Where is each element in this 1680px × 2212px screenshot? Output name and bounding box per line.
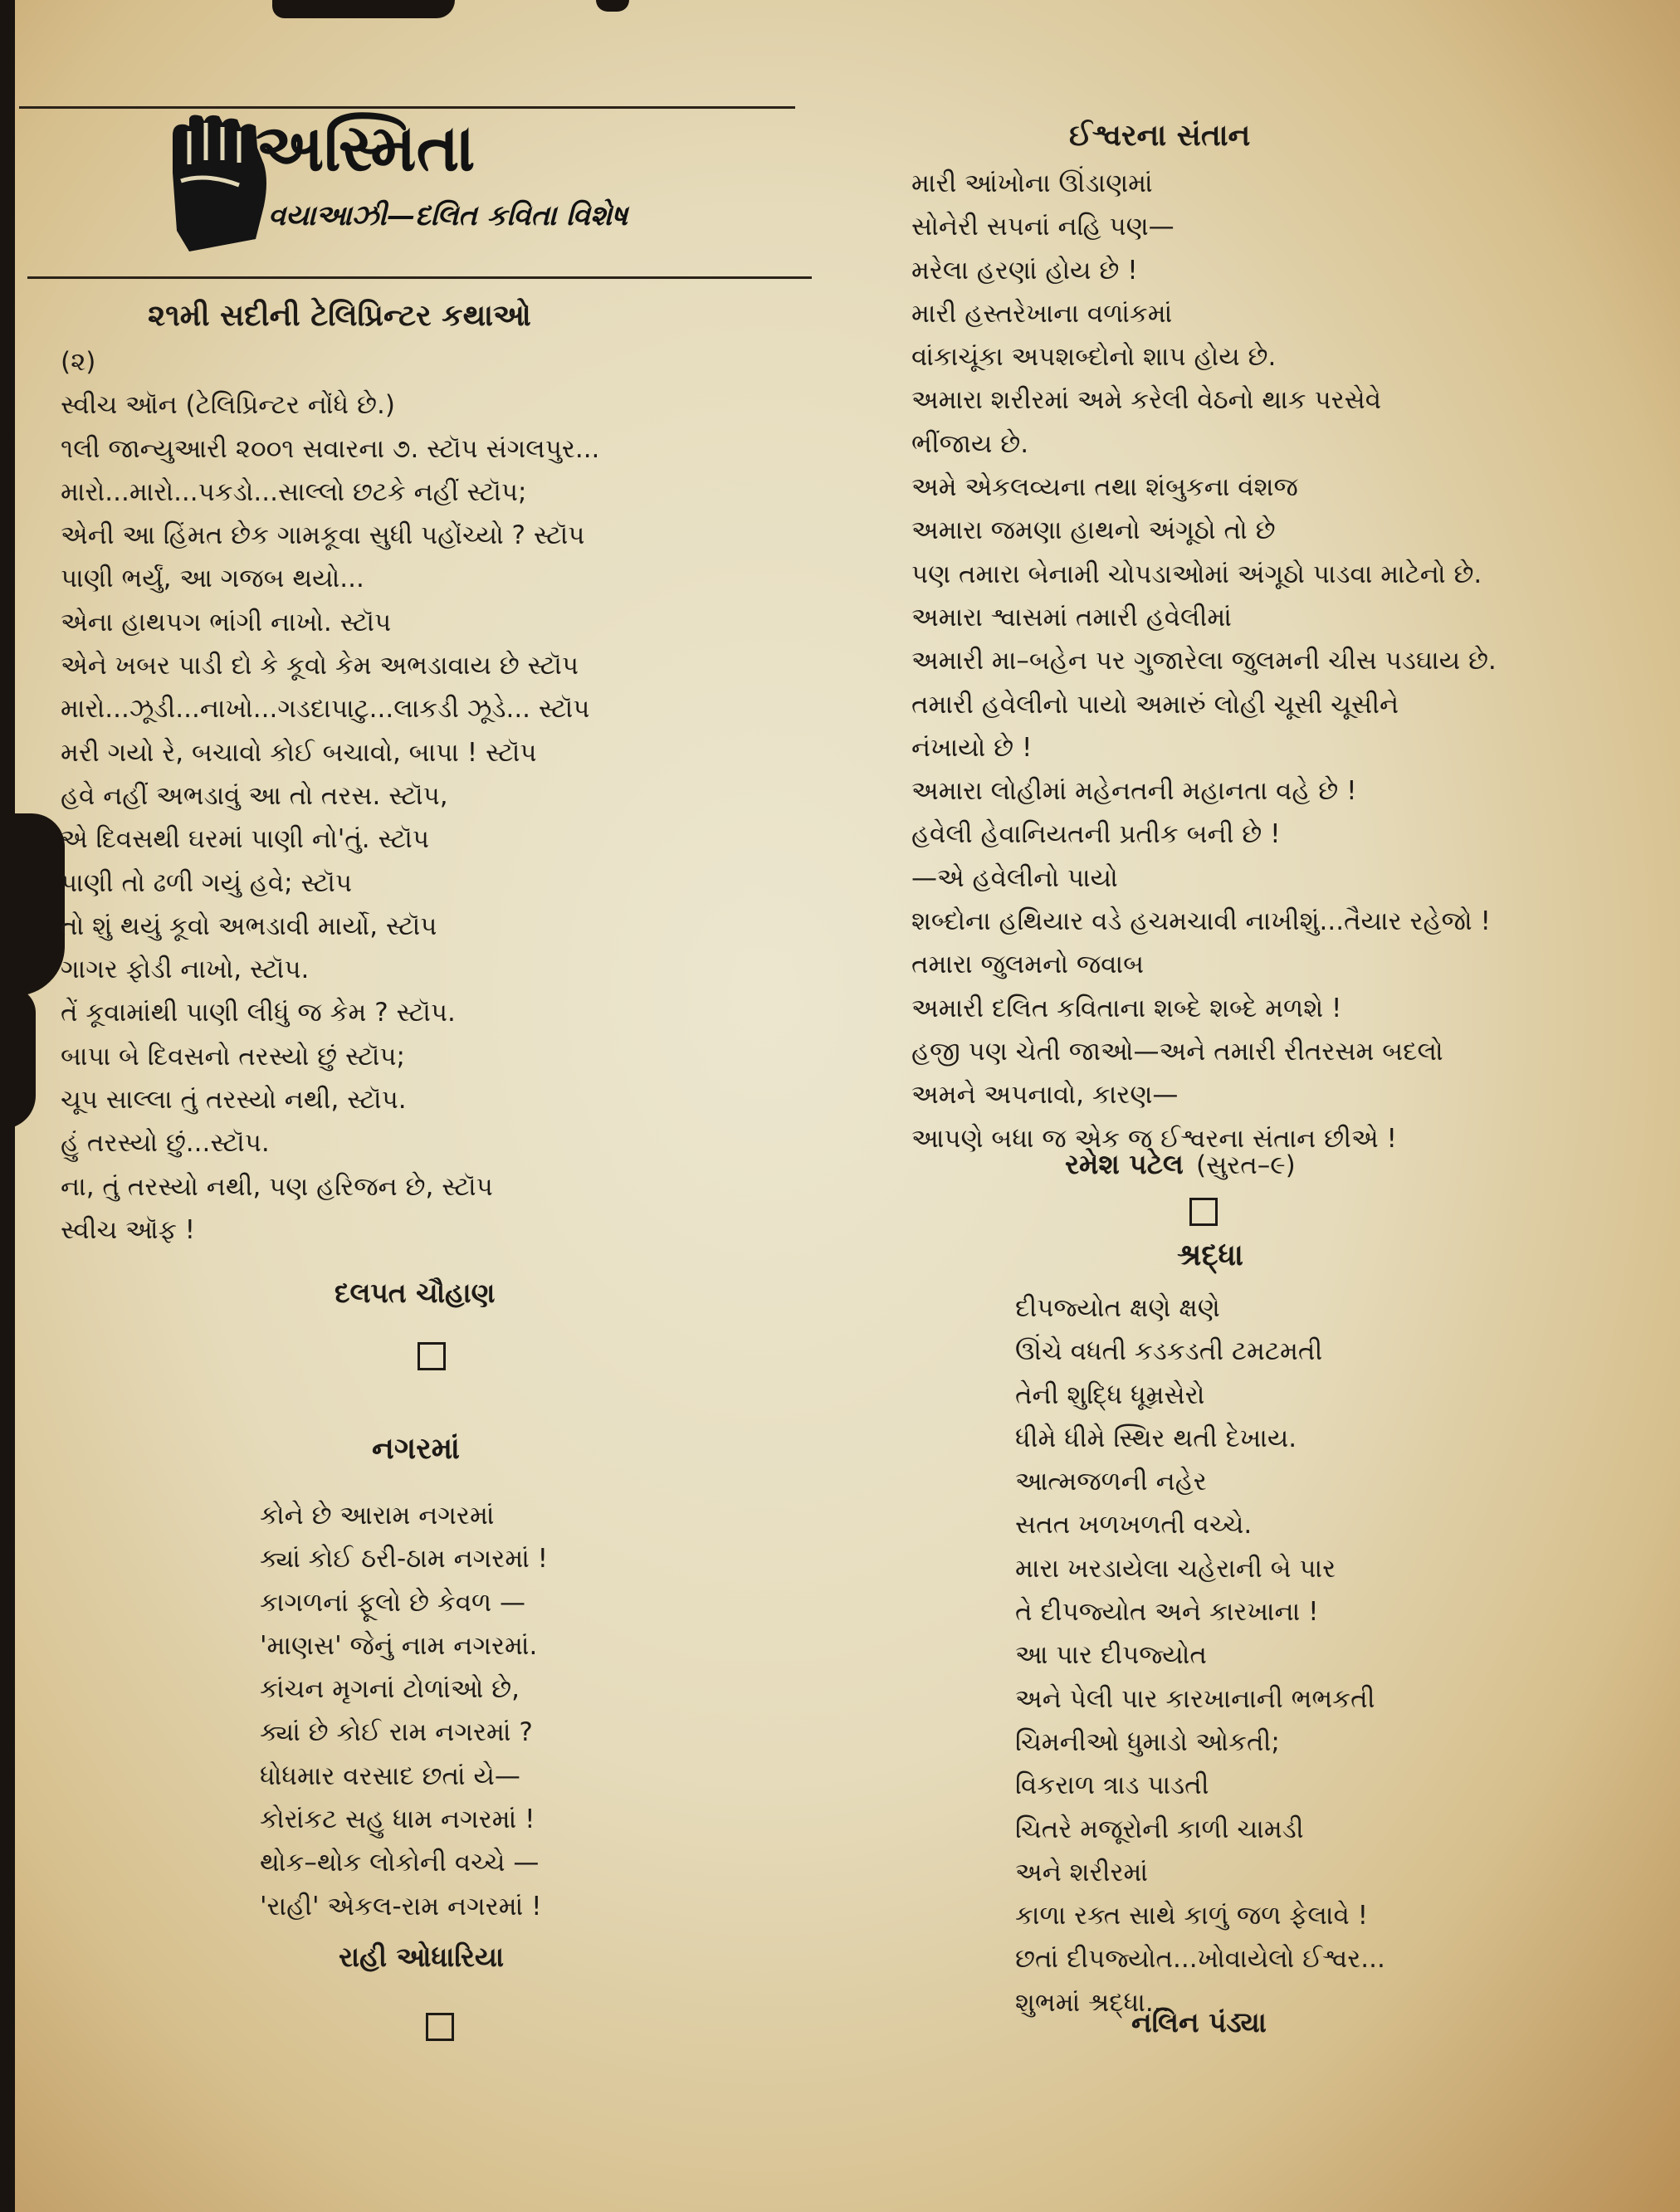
poem1-line: તો શું થયું કૂવો અભડાવી માર્યો, સ્ટૉપ — [61, 911, 437, 941]
poem2-body — [260, 1494, 548, 1928]
poem4-line: તેની શુદ્ધિ ધૂમ્રસેરો — [1015, 1379, 1205, 1410]
poem3-line: સોનેરી સપનાં નહિ પણ— — [911, 212, 1175, 242]
poem1-line: એ દિવસથી ઘરમાં પાણી નો'તું. સ્ટૉપ — [61, 824, 430, 855]
poem4-line: ચિમનીઓ ધુમાડો ઓકતી; — [1015, 1726, 1280, 1757]
torn-edge-top — [272, 0, 455, 18]
poem2-line: ક્યાં છે કોઈ રામ નગરમાં ? — [260, 1717, 533, 1748]
masthead-logo — [156, 106, 704, 264]
poem3-line: હવેલી હેવાનિયતની પ્રતીક બની છે ! — [911, 819, 1281, 850]
poem3-title: ઈશ્વરના સંતાન — [1069, 119, 1251, 153]
torn-edge-left — [15, 813, 65, 996]
poem4-line: મારા ખરડાયેલા ચહેરાની બે પાર — [1015, 1553, 1336, 1584]
section-divider-box — [418, 1342, 446, 1370]
poem4-line: અને શરીરમાં — [1015, 1857, 1148, 1887]
masthead-subtitle: વયાઆઝી—દલિત કવિતા વિશેષ — [268, 199, 628, 232]
poem3-body — [911, 162, 1497, 1160]
poem3-line: તમારા જુલમનો જવાબ — [911, 950, 1144, 980]
poem2-line: કોરાંકટ સહુ ધામ નગરમાં ! — [260, 1804, 535, 1835]
masthead-bottom-rule — [27, 276, 812, 279]
poem3-line: મારી આંખોના ઊંડાણમાં — [911, 168, 1153, 198]
poem3-line: હજી પણ ચેતી જાઓ—અને તમારી રીતરસમ બદલો — [911, 1036, 1443, 1067]
section-divider-box — [1189, 1198, 1218, 1226]
poem4-line: અને પેલી પાર કારખાનાની ભભકતી — [1015, 1683, 1375, 1714]
poem1-line: ના, તું તરસ્યો નથી, પણ હરિજન છે, સ્ટૉપ — [61, 1171, 493, 1202]
poem4-line: સતત ખળખળતી વચ્ચે. — [1015, 1510, 1253, 1541]
poem3-line: પણ તમારા બેનામી ચોપડાઓમાં અંગૂઠો પાડવા માટેનો છે. — [911, 559, 1482, 589]
poem1-line: સ્વીચ ઑન (ટેલિપ્રિન્ટર નોંધે છે.) — [61, 390, 395, 421]
poem1-title: ૨૧મી સદીની ટેલિપ્રિન્ટર કથાઓ — [148, 299, 531, 333]
poem4-line: વિકરાળ ત્રાડ પાડતી — [1015, 1770, 1209, 1801]
poem4-line: ઊંચે વધતી કડકડતી ટમટમતી — [1015, 1336, 1323, 1367]
poem3-line: નંખાયો છે ! — [911, 732, 1033, 763]
poem1-line: એને ખબર પાડી દો કે કૂવો કેમ અભડાવાય છે સ્ટૉપ — [61, 651, 579, 681]
poem1-line: ગાગર ફોડી નાખો, સ્ટૉપ. — [61, 955, 310, 985]
poem1-line: એની આ હિંમત છેક ગામકૂવા સુધી પહોંચ્યો ? સ્ટૉપ — [61, 520, 585, 551]
poem4-author: નલિન પંડ્યા — [1131, 2006, 1267, 2039]
poem3-line: અમે એકલવ્યના તથા શંબુકના વંશજ — [911, 472, 1298, 503]
poem2-author: રાહી ઓધારિયા — [339, 1941, 505, 1973]
poem2-line: કોને છે આરામ નગરમાં — [260, 1501, 495, 1531]
poem1-line: પાણી ભર્યું, આ ગજબ થયો... — [61, 564, 364, 594]
poem2-line: 'રાહી' એકલ-રામ નગરમાં ! — [260, 1891, 542, 1921]
poem4-line: આ પાર દીપજ્યોત — [1015, 1640, 1207, 1671]
poem4-line: છતાં દીપજ્યોત...ખોવાયેલો ઈશ્વર... — [1015, 1944, 1385, 1975]
poem1-line: મારો...મારો...પકડો...સાલ્લો છટકે નહીં સ્ટૉપ; — [61, 476, 527, 507]
poem2-title: નગરમાં — [372, 1432, 460, 1466]
poem1-author: દલપત ચૌહાણ — [335, 1277, 496, 1309]
poem2-line: ક્યાં કોઈ ઠરી-ઠામ નગરમાં ! — [260, 1544, 549, 1575]
poem4-line: ધીમે ધીમે સ્થિર થતી દેખાય. — [1015, 1423, 1297, 1453]
poem4-line: આત્મજળની નહેર — [1015, 1467, 1207, 1497]
poem3-line: —એ હવેલીનો પાયો — [911, 862, 1118, 893]
poem1-line: મરી ગયો રે, બચાવો કોઈ બચાવો, બાપા ! સ્ટૉપ — [61, 737, 537, 768]
poem3-byline — [1065, 1148, 1296, 1181]
poem3-author: રમેશ પટેલ — [1065, 1148, 1184, 1180]
poem3-line: અમારી મા–બહેન પર ગુજારેલા જુલમની ચીસ પડઘાય છે. — [911, 646, 1497, 676]
poem3-line: અમારા શરીરમાં અમે કરેલી વેઠનો થાક પરસેવે — [911, 385, 1382, 416]
poem4-title: શ્રદ્ધા — [1177, 1238, 1243, 1272]
poem1-number: (૨) — [61, 347, 96, 377]
masthead-title: અસ્મિતા — [256, 110, 476, 186]
poem4-line: દીપજ્યોત ક્ષણે ક્ષણે — [1015, 1293, 1220, 1323]
poem1-line: ૧લી જાન્યુઆરી ૨૦૦૧ સવારના ૭. સ્ટૉપ સંગલપુર... — [61, 433, 600, 464]
poem1-line: પાણી તો ઢળી ગયું હવે; સ્ટૉપ — [61, 867, 352, 898]
poem4-line: શુભમાં શ્રદ્ધા... — [1015, 1987, 1170, 2018]
poem3-author-place: (સુરત–૯) — [1195, 1150, 1296, 1180]
poem1-body — [61, 340, 599, 1252]
poem3-line: અમારા લોહીમાં મહેનતની મહાનતા વહે છે ! — [911, 776, 1357, 807]
poem1-line: મારો...ઝૂડી...નાખો...ગડદાપાટુ...લાકડી ઝૂડે... સ્ટૉપ — [61, 694, 590, 725]
poem3-line: તમારી હવેલીનો પાયો અમારું લોહી ચૂસી ચૂસીને — [911, 689, 1399, 720]
poem3-line: મરેલા હરણાં હોય છે ! — [911, 255, 1138, 286]
poem2-line: થોક–થોક લોકોની વચ્ચે — — [260, 1848, 540, 1878]
section-divider-box — [426, 2013, 454, 2041]
poem1-line: તેં કૂવામાંથી પાણી લીધું જ કેમ ? સ્ટૉપ. — [61, 998, 456, 1028]
poem1-line: બાપા બે દિવસનો તરસ્યો છું સ્ટૉપ; — [61, 1041, 405, 1072]
poem4-line: કાળા રક્ત સાથે કાળું જળ ફેલાવે ! — [1015, 1901, 1369, 1931]
poem1-line: હવે નહીં અભડાવું આ તો તરસ. સ્ટૉપ, — [61, 780, 448, 811]
poem3-line: શબ્દોના હથિયાર વડે હચમચાવી નાખીશું...તૈયાર રહેજો ! — [911, 906, 1491, 937]
poem2-line: 'માણસ' જેનું નામ નગરમાં. — [260, 1630, 538, 1661]
poem4-line: ચિતરે મજૂરોની કાળી ચામડી — [1015, 1814, 1304, 1844]
poem1-line: એના હાથપગ ભાંગી નાખો. સ્ટૉપ — [61, 607, 392, 637]
poem3-line: આપણે બધા જ એક જ ઈશ્વરના સંતાન છીએ ! — [911, 1123, 1397, 1154]
poem3-line: અમારી દલિત કવિતાના શબ્દે શબ્દે મળશે ! — [911, 993, 1342, 1023]
torn-edge-top-notch — [596, 0, 629, 12]
poem4-body — [1015, 1287, 1385, 2024]
poem3-line: અમારા જમણા હાથનો અંગૂઠો તો છે — [911, 515, 1276, 546]
poem1-line: સ્વીચ ઑફ ! — [61, 1214, 196, 1245]
poem1-line: ચૂપ સાલ્લા તું તરસ્યો નથી, સ્ટૉપ. — [61, 1085, 407, 1116]
magazine-page — [15, 0, 1680, 2212]
poem2-line: કાગળનાં ફૂલો છે કેવળ — — [260, 1587, 526, 1618]
poem3-line: વાંકાચૂંકા અપશબ્દોનો શાપ હોય છે. — [911, 342, 1277, 373]
poem1-line: હું તરસ્યો છું...સ્ટૉપ. — [61, 1128, 270, 1159]
poem3-line: ભીંજાય છે. — [911, 428, 1029, 459]
poem3-line: અમને અપનાવો, કારણ— — [911, 1080, 1179, 1111]
poem3-line: અમારા શ્વાસમાં તમારી હવેલીમાં — [911, 602, 1232, 632]
poem2-line: કાંચન મૃગનાં ટોળાંઓ છે, — [260, 1674, 520, 1705]
poem4-line: તે દીપજ્યોત અને કારખાના ! — [1015, 1597, 1319, 1628]
torn-edge-left-2 — [15, 988, 36, 1129]
poem3-line: મારી હસ્તરેખાના વળાંકમાં — [911, 298, 1173, 329]
poem2-line: ધોધમાર વરસાદ છતાં યે— — [260, 1760, 520, 1791]
